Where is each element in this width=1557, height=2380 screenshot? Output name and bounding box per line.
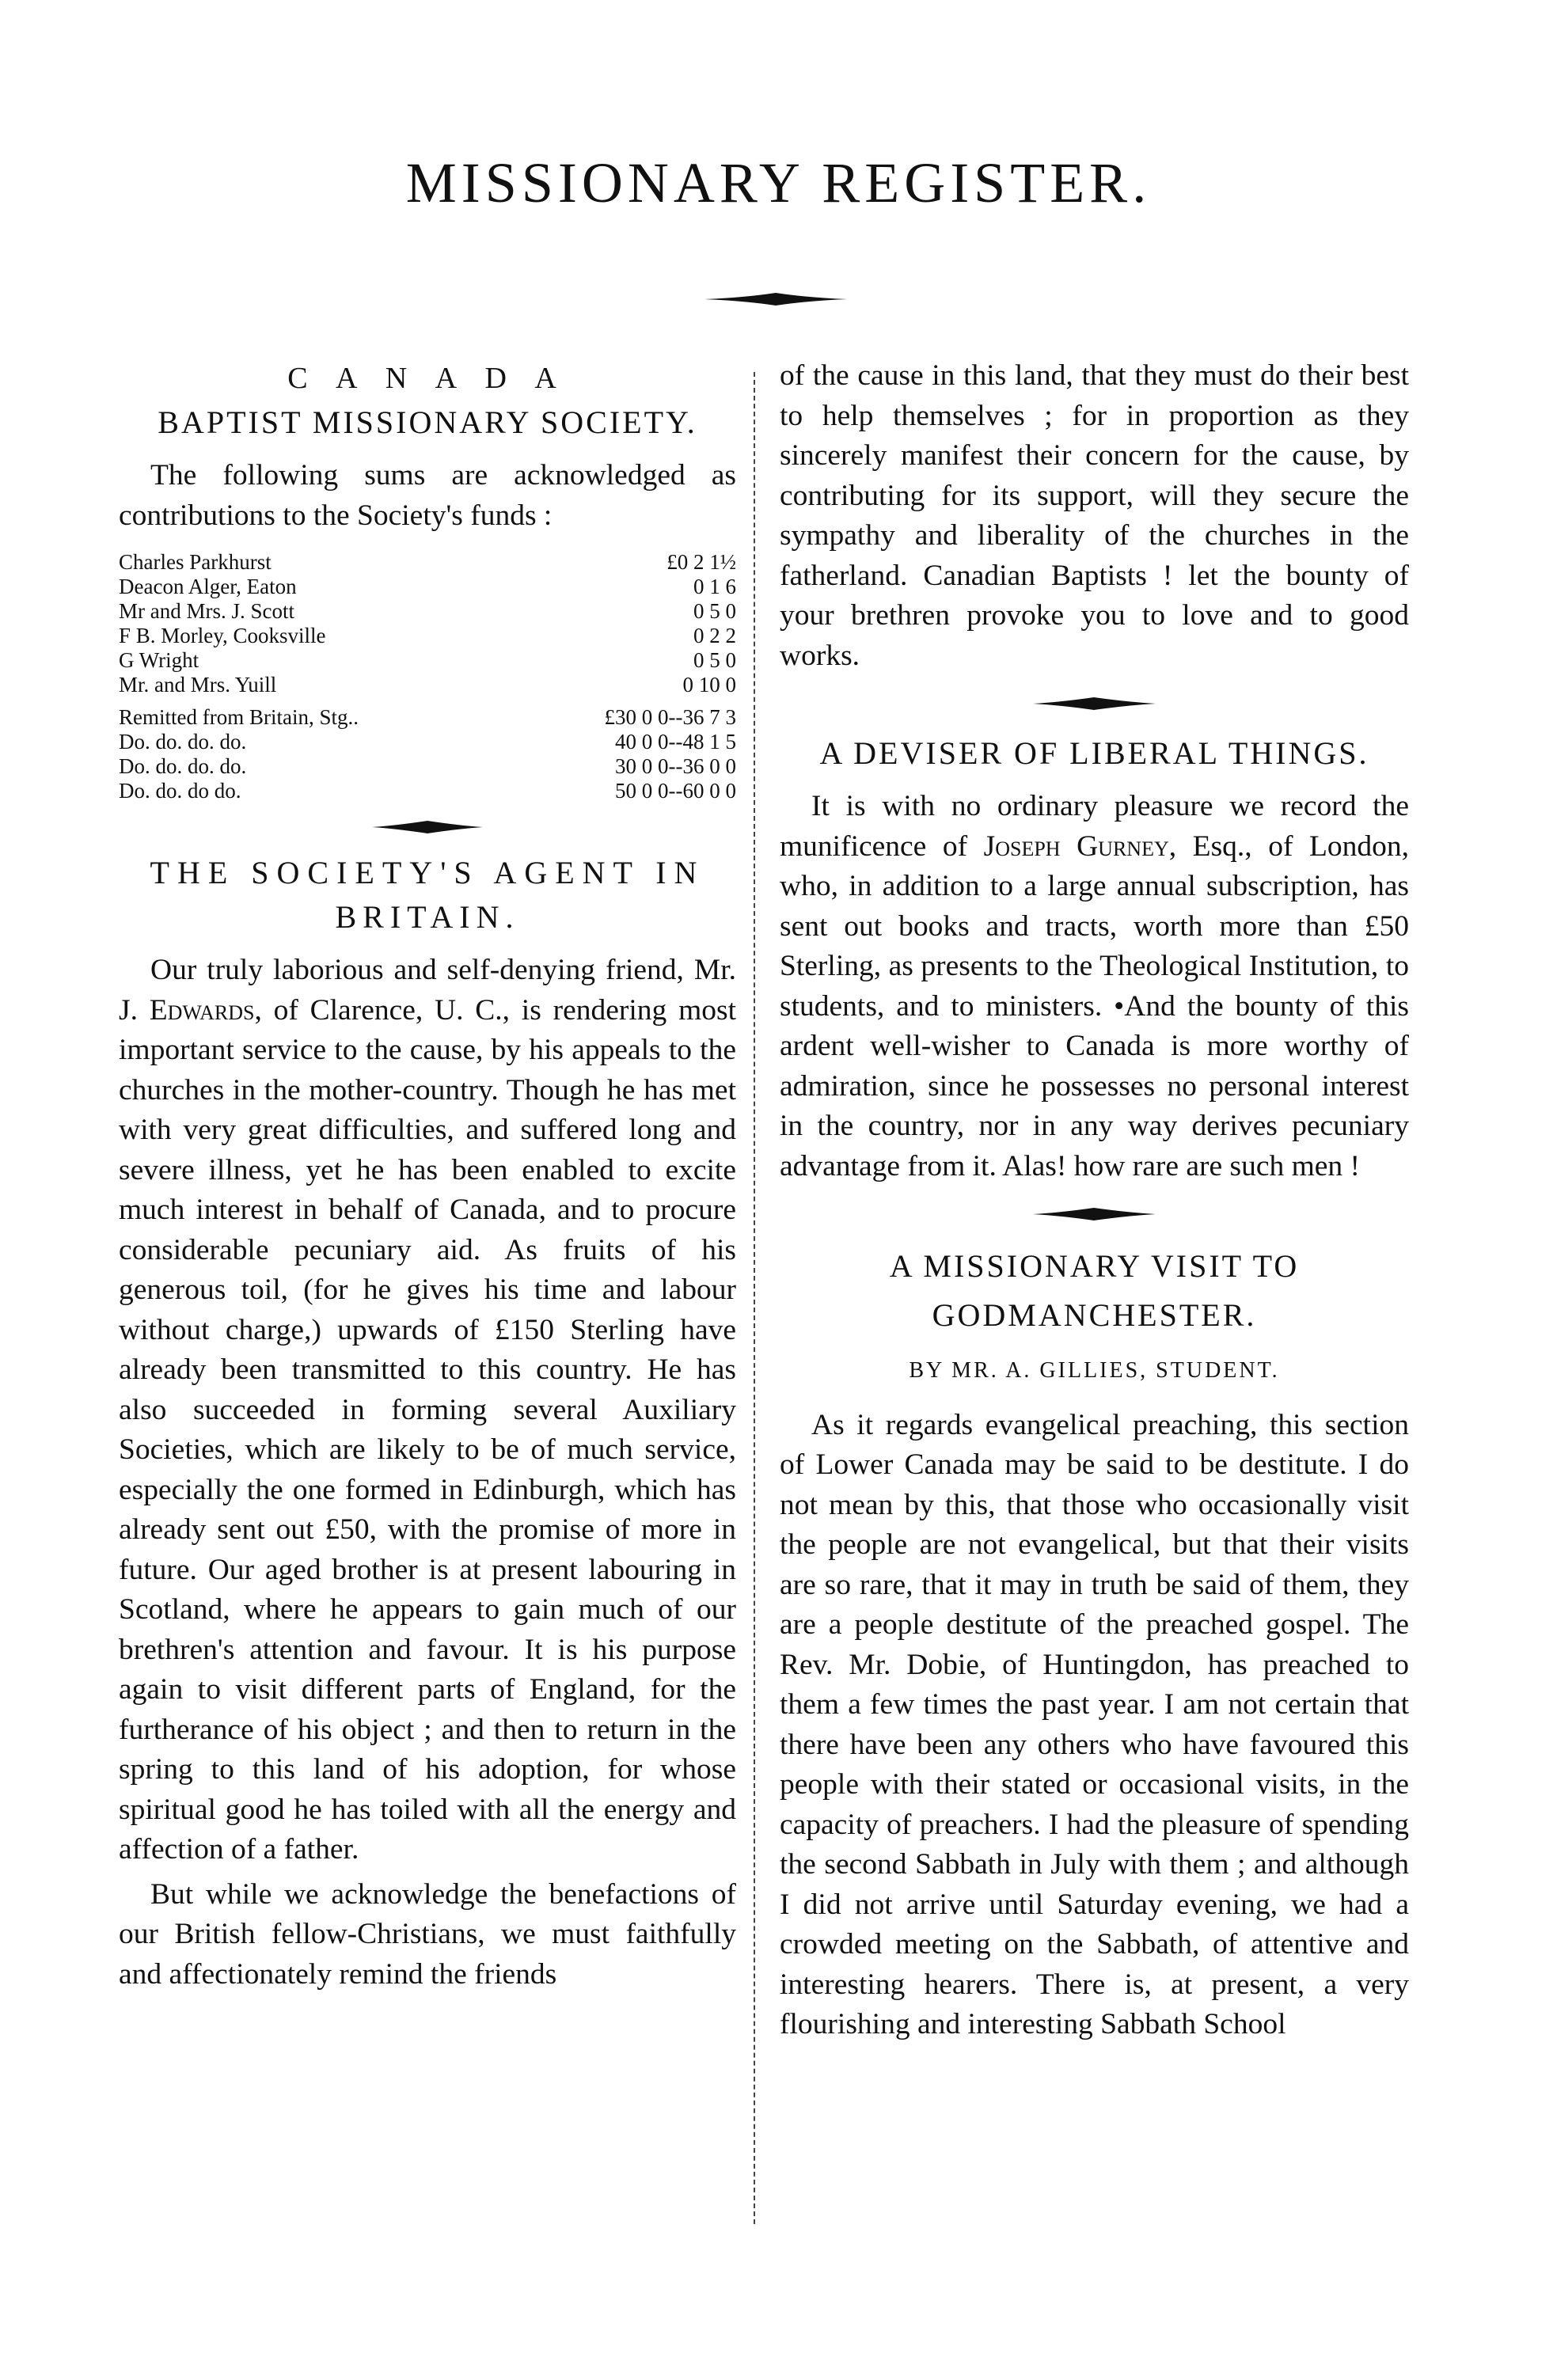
ornament-divider-icon xyxy=(119,803,736,851)
page-title: MISSIONARY REGISTER. xyxy=(405,151,1152,214)
remittance-label: Do. do. do. do. xyxy=(119,754,247,778)
remittance-amount: 40 0 0--48 1 5 xyxy=(615,730,736,753)
table-row xyxy=(119,673,736,697)
table-row xyxy=(119,754,736,779)
remittance-label: Remitted from Britain, Stg.. xyxy=(119,705,359,729)
remittance-label: Do. do. do do. xyxy=(119,779,241,803)
table-row xyxy=(119,648,736,673)
ornament-divider-icon xyxy=(780,676,1409,731)
visit-paragraph: As it regards evangelical preaching, this section of Lower Canada may be said to be destitute. I do not mean by this, that those who occasionally visit the people are not evangelical, but that their visits are so rare, that it may in truth be said of them, they are a people destitute of the preached gospel. The Rev. Mr. Dobie, of Huntingdon, has preached to them a few times the past year. I am not certain that there have been any others who have favoured this people with their stated or occasional visits, in the capacity of preachers. I had the pleasure of spending the second Sabbath in July with them ; and although I did not arrive until Saturday evening, we had a crowded meeting on the Sabbath, of attentive and interesting hearers. There is, at present, a very flourishing and interesting Sabbath School xyxy=(780,1408,1409,2040)
subscriber-name: Charles Parkhurst xyxy=(119,550,272,574)
right-column xyxy=(780,356,1409,2045)
subscriber-name: G Wright xyxy=(119,648,199,672)
column-divider xyxy=(754,372,755,2224)
printer-ornament-icon xyxy=(697,290,855,309)
section-heading-deviser: A DEVISER OF LIBERAL THINGS. xyxy=(819,735,1369,771)
remittance-amount: £30 0 0--36 7 3 xyxy=(604,705,736,729)
section-heading-canada: C A N A D A xyxy=(287,362,568,395)
deviser-paragraph xyxy=(780,787,1409,1186)
deviser-text: It is with no ordinary pleasure we record the munificence of xyxy=(780,790,1409,863)
remittance-amount: 50 0 0--60 0 0 xyxy=(615,779,736,803)
deviser-text-cont: , Esq., of London, who, in addition to a large annual subscription, has sent out books and tracts, worth more than £50 Sterling, as presents to the Theological Institution, to students, and to ministers. •And the bounty of this ardent well-wisher to Canada is more worthy of admiration, since he possesses no personal interest in the country, nor in any way derives pecuniary advantage from it. Alas! how rare are such men ! xyxy=(780,829,1409,1182)
table-row xyxy=(119,705,736,730)
subscriber-name: Mr and Mrs. J. Scott xyxy=(119,599,294,623)
table-row xyxy=(119,550,736,575)
section-heading-visit: A MISSIONARY VISIT TO GODMANCHESTER. xyxy=(889,1248,1300,1333)
byline: BY MR. A. GILLIES, STUDENT. xyxy=(909,1358,1280,1383)
section-heading-society: BAPTIST MISSIONARY SOCIETY. xyxy=(158,404,697,440)
agent-text-cont: , of Clarence, U. C., is rendering most important service to the cause, by his appeals to the churches in the mother-country. Though he has met with very great difficulties, and suffered long and severe illness, yet he has been enabled to excite much interest in behalf of Canada, and to procure considerable pecuniary aid. As fruits of his generous toil, (for he gives his time and labour without charge,) upwards of £150 Sterling have already been transmitted to this country. He has also succeeded in forming several Auxiliary Societies, which are likely to be of much service, especially the one formed in Edinburgh, which has already sent out £50, with the promise of more in future. Our aged brother is at present labouring in Scotland, where he appears to gain much of our brethren's attention and favour. It is his purpose again to visit different parts of England, for the furtherance of his object ; and then to return in the spring to this land of his adoption, for whose spiritual good he has toiled with all the energy and affection of a father. xyxy=(119,993,736,1866)
section-heading-britain: BRITAIN. xyxy=(335,899,520,935)
subscription-amount: 0 5 0 xyxy=(693,599,736,623)
subscription-amount: £0 2 1½ xyxy=(666,550,736,574)
subscription-amount: 0 5 0 xyxy=(693,648,736,672)
subscription-amount: 0 2 2 xyxy=(693,624,736,647)
subscriber-name: F B. Morley, Cooksville xyxy=(119,624,326,647)
acknowledgement-paragraph: But while we acknowledge the benefactions of our British fellow-Christians, we must faithfully and affectionately remind the friends xyxy=(119,1877,736,1991)
agent-paragraph xyxy=(119,951,736,1870)
table-row xyxy=(119,730,736,754)
continued-paragraph: of the cause in this land, that they must do their best to help themselves ; for in proportion as they sincerely manifest their concern for the cause, by contributing for its support, will they secure the sympathy and liberality of the churches in the fatherland. Canadian Baptists ! let the bounty of your brethren provoke you to love and to good works. xyxy=(780,359,1409,672)
agent-name: Edwards xyxy=(149,993,255,1027)
subscriber-name: Mr. and Mrs. Yuill xyxy=(119,673,277,697)
remittance-label: Do. do. do. do. xyxy=(119,730,247,753)
ornament-divider-icon xyxy=(780,1186,1409,1242)
table-row xyxy=(119,624,736,648)
table-row xyxy=(119,779,736,803)
section-heading-agent: THE SOCIETY'S AGENT IN xyxy=(150,855,705,890)
subscriptions-table xyxy=(119,550,736,803)
subscription-amount: 0 10 0 xyxy=(682,673,736,697)
subscription-amount: 0 1 6 xyxy=(693,575,736,598)
subscriber-name: Deacon Alger, Eaton xyxy=(119,575,297,598)
benefactor-name: Joseph Gurney xyxy=(983,829,1169,863)
agent-text: Our truly laborious and self-denying friend, Mr. J. xyxy=(119,954,736,1027)
remittance-amount: 30 0 0--36 0 0 xyxy=(615,754,736,778)
subscriptions-intro: The following sums are acknowledged as contributions to the Society's funds : xyxy=(119,459,736,532)
left-column xyxy=(119,356,736,1995)
table-row xyxy=(119,575,736,599)
table-row xyxy=(119,599,736,624)
